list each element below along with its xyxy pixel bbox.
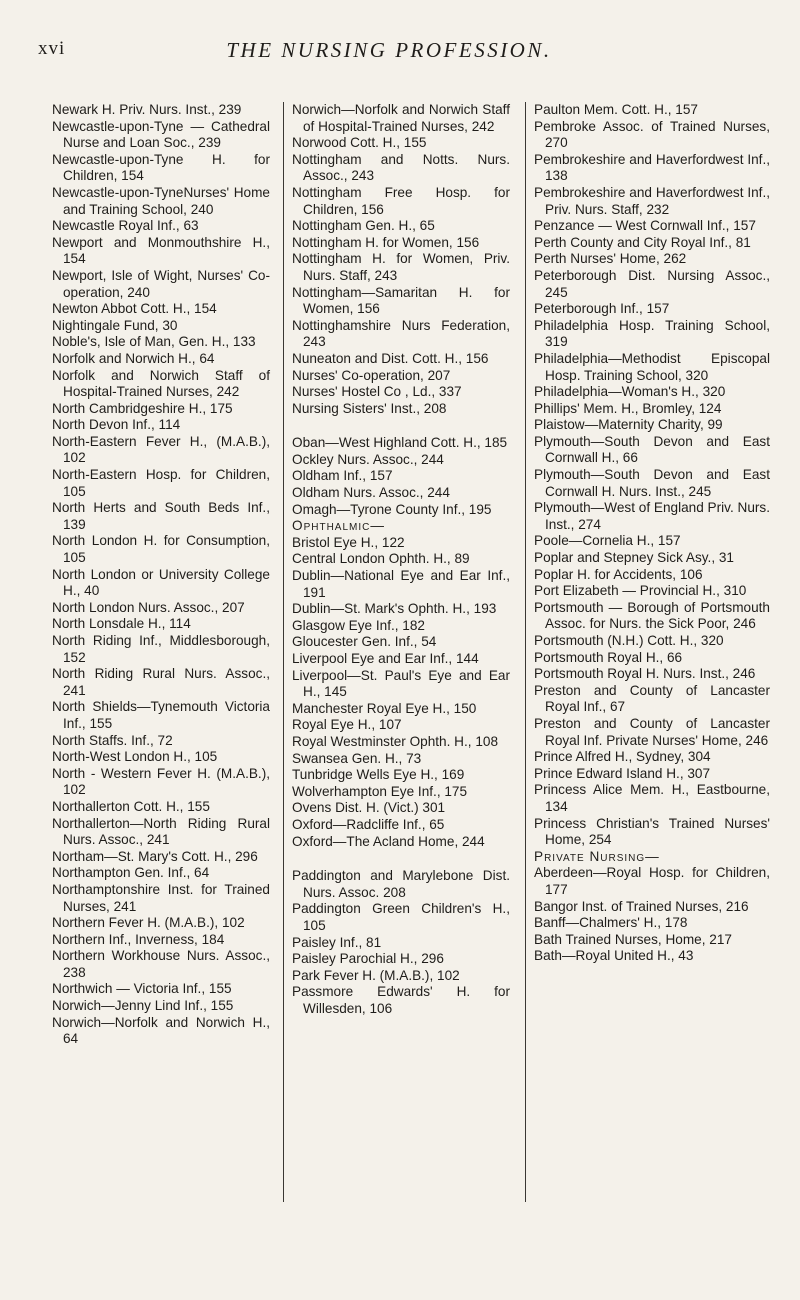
index-entry: North Cambridgeshire H., 175: [52, 400, 233, 416]
index-entry: Poplar and Stepney Sick Asy., 31: [534, 550, 734, 566]
index-entry: Norwich—Norfolk and Norwich H., 64: [52, 1014, 270, 1047]
index-entry: Northern Inf., Inverness, 184: [52, 931, 225, 947]
index-entry: Bangor Inst. of Trained Nurses, 216: [534, 898, 749, 914]
index-entry: North Staffs. Inf., 72: [52, 732, 173, 748]
index-entry: Glasgow Eye Inf., 182: [292, 617, 425, 633]
index-entry: North Lonsdale H., 114: [52, 616, 191, 632]
index-entry: Nottinghamshire Nurs Federation, 243: [292, 317, 510, 350]
index-entry: Prince Edward Island H., 307: [534, 765, 711, 781]
index-entry: Portsmouth (N.H.) Cott. H., 320: [534, 633, 724, 648]
index-entry: Passmore Edwards' H. for Willesden, 106: [292, 984, 510, 1016]
index-entry: Oxford—Radcliffe Inf., 65: [292, 816, 445, 832]
column-divider: [283, 102, 284, 1202]
index-entry: Penzance — West Cornwall Inf., 157: [534, 218, 756, 234]
index-entry: Pembroke Assoc. of Trained Nurses, 270: [534, 118, 770, 151]
index-entry: Plymouth—South Devon and East Cornwall H., 66: [534, 433, 770, 466]
index-entry: Nuneaton and Dist. Cott. H., 156: [292, 350, 489, 366]
running-title: THE NURSING PROFESSION.: [226, 38, 552, 62]
index-entry: Newark H. Priv. Nurs. Inst., 239: [52, 102, 242, 117]
index-entry: North-West London H., 105: [52, 749, 218, 765]
index-entry: Nottingham—Samaritan H. for Women, 156: [292, 284, 510, 317]
index-entry: Norfolk and Norwich H., 64: [52, 350, 215, 366]
index-entry: Newport and Monmouthshire H., 154: [52, 234, 270, 267]
index-entry: Newcastle Royal Inf., 63: [52, 218, 199, 234]
index-entry: Paulton Mem. Cott. H., 157: [534, 102, 698, 117]
index-entry: Plymouth—South Devon and East Cornwall H. Nurs. Inst., 245: [534, 467, 770, 499]
index-entry: Gloucester Gen. Inf., 54: [292, 634, 437, 650]
index-entry: Dublin—St. Mark's Ophth. H., 193: [292, 601, 497, 617]
index-entry: Newcastle-upon-Tyne H. for Children, 154: [52, 151, 270, 184]
index-entry: Aberdeen—Royal Hosp. for Children, 177: [534, 865, 770, 897]
index-entry: Newton Abbot Cott. H., 154: [52, 301, 217, 317]
index-entry: North Riding Rural Nurs. Assoc., 241: [52, 666, 270, 698]
index-entry: North London or University College H., 40: [52, 566, 270, 599]
index-entry: Nottingham and Notts. Nurs. Assoc., 243: [292, 151, 510, 184]
index-columns: [52, 102, 770, 1272]
index-entry: Norwich—Norfolk and Norwich Staff of Hospital-Trained Nurses, 242: [292, 102, 510, 134]
index-entry: Philadelphia Hosp. Training School, 319: [534, 317, 770, 350]
index-entry: Northallerton—North Riding Rural Nurs. Assoc., 241: [52, 815, 270, 848]
index-entry: Poplar H. for Accidents, 106: [534, 566, 703, 582]
index-entry: Nottingham Free Hosp. for Children, 156: [292, 184, 510, 217]
index-entry: Perth Nurses' Home, 262: [534, 251, 687, 267]
index-section-heading: Private Nursing—: [534, 848, 660, 864]
index-entry: North London Nurs. Assoc., 207: [52, 599, 245, 615]
column-divider: [525, 102, 526, 1202]
index-entry: Princess Alice Mem. H., Eastbourne, 134: [534, 782, 770, 814]
index-entry: Bristol Eye H., 122: [292, 534, 405, 550]
index-entry: Port Elizabeth — Provincial H., 310: [534, 583, 747, 599]
index-entry: Noble's, Isle of Man, Gen. H., 133: [52, 334, 256, 350]
page-number: xvi: [38, 38, 66, 59]
index-entry: Plymouth—West of England Priv. Nurs. Inst., 274: [534, 500, 770, 532]
index-entry: Portsmouth Royal H., 66: [534, 649, 683, 665]
index-entry: Northern Fever H. (M.A.B.), 102: [52, 915, 245, 931]
index-entry: Northamptonshire Inst. for Trained Nurses, 241: [52, 881, 270, 914]
index-entry: Wolverhampton Eye Inf., 175: [292, 783, 468, 799]
index-entry: North Shields—Tynemouth Victoria Inf., 155: [52, 699, 270, 731]
index-column-1: [52, 102, 270, 1272]
index-entry: Northern Workhouse Nurs. Assoc., 238: [52, 948, 270, 980]
index-entry: Philadelphia—Woman's H., 320: [534, 384, 726, 400]
index-entry: Omagh—Tyrone County Inf., 195: [292, 501, 492, 517]
index-entry: Nurses' Hostel Co , Ld., 337: [292, 384, 462, 400]
index-entry: Royal Eye H., 107: [292, 717, 402, 733]
index-entry: Northampton Gen. Inf., 64: [52, 865, 210, 881]
index-entry: Oban—West Highland Cott. H., 185: [292, 435, 508, 451]
index-entry: Bath Trained Nurses, Home, 217: [534, 931, 732, 947]
index-entry: Banff—Chalmers' H., 178: [534, 915, 688, 931]
index-entry: Portsmouth Royal H. Nurs. Inst., 246: [534, 666, 756, 682]
index-entry: Tunbridge Wells Eye H., 169: [292, 767, 465, 783]
index-entry: North Herts and South Beds Inf., 139: [52, 500, 270, 532]
index-entry: North-Eastern Fever H., (M.A.B.), 102: [52, 433, 270, 466]
index-entry: Northam—St. Mary's Cott. H., 296: [52, 848, 258, 864]
index-entry: Poole—Cornelia H., 157: [534, 533, 681, 549]
index-entry: Nottingham H. for Women, 156: [292, 234, 480, 250]
index-entry: Peterborough Inf., 157: [534, 301, 670, 317]
index-entry: Paisley Inf., 81: [292, 934, 382, 950]
index-entry: Pembrokeshire and Haverfordwest Inf., 138: [534, 151, 770, 184]
index-entry: Pembrokeshire and Haverfordwest Inf., Priv. Nurs. Staff, 232: [534, 184, 770, 217]
index-entry: Newport, Isle of Wight, Nurses' Co-operation, 240: [52, 267, 270, 300]
index-entry: Ockley Nurs. Assoc., 244: [292, 451, 444, 467]
index-entry: Northallerton Cott. H., 155: [52, 798, 210, 814]
index-entry: Norfolk and Norwich Staff of Hospital-Trained Nurses, 242: [52, 367, 270, 400]
index-entry: Phillips' Mem. H., Bromley, 124: [534, 400, 722, 416]
index-entry: Peterborough Dist. Nursing Assoc., 245: [534, 267, 770, 300]
index-entry: Oldham Nurs. Assoc., 244: [292, 485, 450, 501]
index-entry: Paisley Parochial H., 296: [292, 951, 444, 967]
index-entry: Park Fever H. (M.A.B.), 102: [292, 967, 460, 983]
index-entry: Princess Christian's Trained Nurses' Home, 254: [534, 815, 770, 848]
index-entry: Newcastle-upon-Tyne — Cathedral Nurse and Loan Soc., 239: [52, 118, 270, 151]
index-entry: Manchester Royal Eye H., 150: [292, 700, 477, 716]
index-entry: Oldham Inf., 157: [292, 468, 393, 484]
index-entry: Perth County and City Royal Inf., 81: [534, 234, 751, 250]
index-entry: Nurses' Co-operation, 207: [292, 367, 451, 383]
index-entry: Nightingale Fund, 30: [52, 317, 178, 333]
index-entry: North Riding Inf., Middlesborough, 152: [52, 633, 270, 665]
index-column-3: [534, 102, 770, 1272]
index-entry: Swansea Gen. H., 73: [292, 750, 422, 766]
index-entry: Bath—Royal United H., 43: [534, 948, 694, 964]
index-entry: Liverpool Eye and Ear Inf., 144: [292, 651, 479, 666]
index-entry: Preston and County of Lancaster Royal Inf., 67: [534, 682, 770, 715]
index-entry: Paddington Green Children's H., 105: [292, 901, 510, 933]
index-entry: Newcastle-upon-TyneNurses' Home and Training School, 240: [52, 184, 270, 217]
index-entry: Plaistow—Maternity Charity, 99: [534, 417, 723, 433]
index-entry: Paddington and Marylebone Dist. Nurs. Assoc. 208: [292, 868, 510, 900]
index-section-heading: Ophthalmic—: [292, 518, 385, 534]
index-entry: Dublin—National Eye and Ear Inf., 191: [292, 568, 510, 600]
index-entry: North London H. for Consumption, 105: [52, 533, 270, 566]
page-header: [38, 38, 740, 68]
index-entry: Portsmouth — Borough of Portsmouth Assoc. for Nurs. the Sick Poor, 246: [534, 599, 770, 632]
index-entry: Northwich — Victoria Inf., 155: [52, 981, 232, 997]
index-entry: North - Western Fever H. (M.A.B.), 102: [52, 765, 270, 798]
index-entry: Central London Ophth. H., 89: [292, 551, 470, 567]
index-entry: Oxford—The Acland Home, 244: [292, 833, 485, 849]
index-entry: Prince Alfred H., Sydney, 304: [534, 749, 711, 765]
index-entry: Nursing Sisters' Inst., 208: [292, 400, 447, 416]
index-entry: Preston and County of Lancaster Royal Inf. Private Nurses' Home, 246: [534, 715, 770, 748]
index-entry: Nottingham H. for Women, Priv. Nurs. Staff, 243: [292, 251, 510, 283]
index-entry: Norwood Cott. H., 155: [292, 135, 427, 151]
index-column-2: [292, 102, 510, 1272]
index-entry: Philadelphia—Methodist Episcopal Hosp. Training School, 320: [534, 350, 770, 383]
index-entry: North Devon Inf., 114: [52, 417, 181, 433]
index-entry: Nottingham Gen. H., 65: [292, 218, 435, 234]
index-entry: Norwich—Jenny Lind Inf., 155: [52, 998, 234, 1014]
index-entry: Ovens Dist. H. (Vict.) 301: [292, 800, 446, 816]
index-entry: Royal Westminster Ophth. H., 108: [292, 733, 499, 749]
index-entry: Liverpool—St. Paul's Eye and Ear H., 145: [292, 667, 510, 700]
index-entry: North-Eastern Hosp. for Children, 105: [52, 467, 270, 499]
